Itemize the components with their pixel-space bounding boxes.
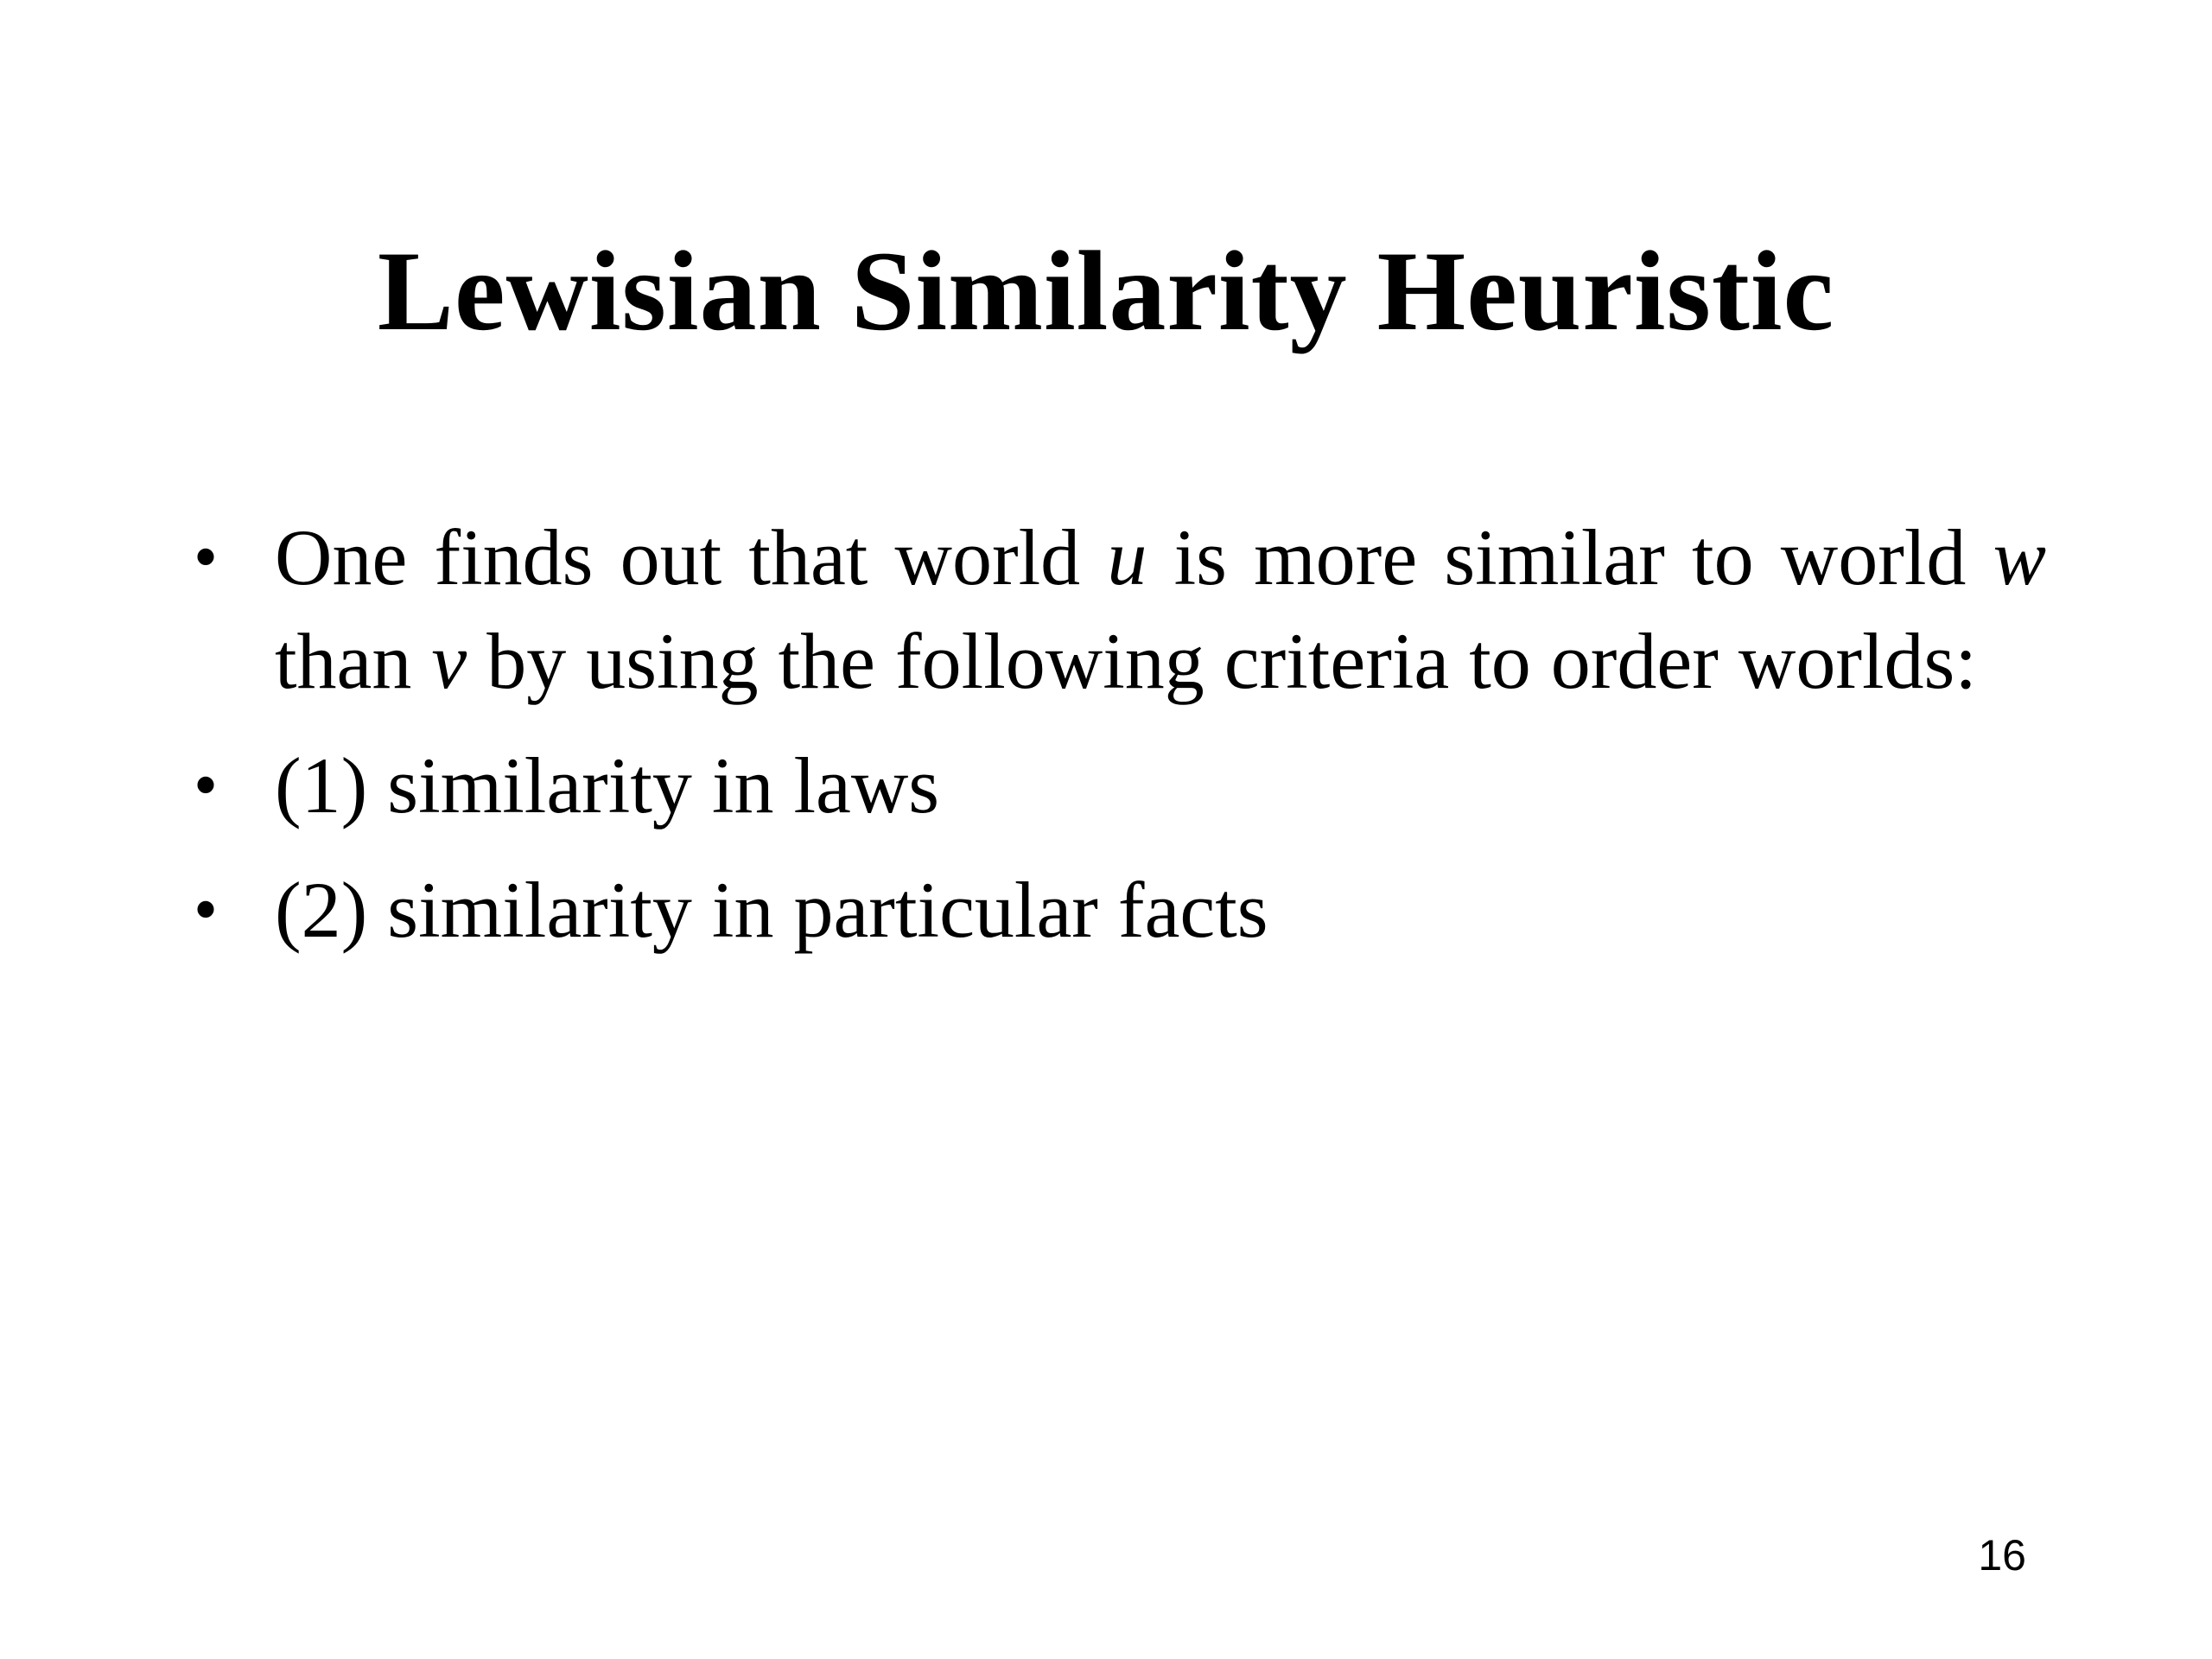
bullet-text: than [275, 617, 432, 705]
bullet-text: (1) similarity in laws [275, 741, 940, 830]
bullet-text: is more similar to world [1147, 513, 1993, 601]
bullet-item-laws [181, 734, 2039, 837]
variable-u: u [1107, 513, 1147, 601]
variable-w: w [1993, 513, 2046, 601]
bullet-icon: • [194, 872, 219, 948]
bullet-text: One finds out that world [275, 513, 1108, 601]
bullet-item-facts [181, 858, 2039, 962]
bullet-icon: • [194, 747, 219, 823]
variable-v: v [431, 617, 467, 705]
slide-title: Lewisian Similarity Heuristic [377, 227, 1835, 354]
page-number: 16 [1978, 1531, 2026, 1580]
bullet-item-criteria-intro [181, 505, 2046, 713]
bullet-list [181, 505, 2046, 982]
bullet-icon: • [194, 519, 219, 595]
bullet-text: by using the following criteria to order worlds: [467, 617, 1977, 705]
bullet-text: (2) similarity in particular facts [275, 866, 1268, 954]
